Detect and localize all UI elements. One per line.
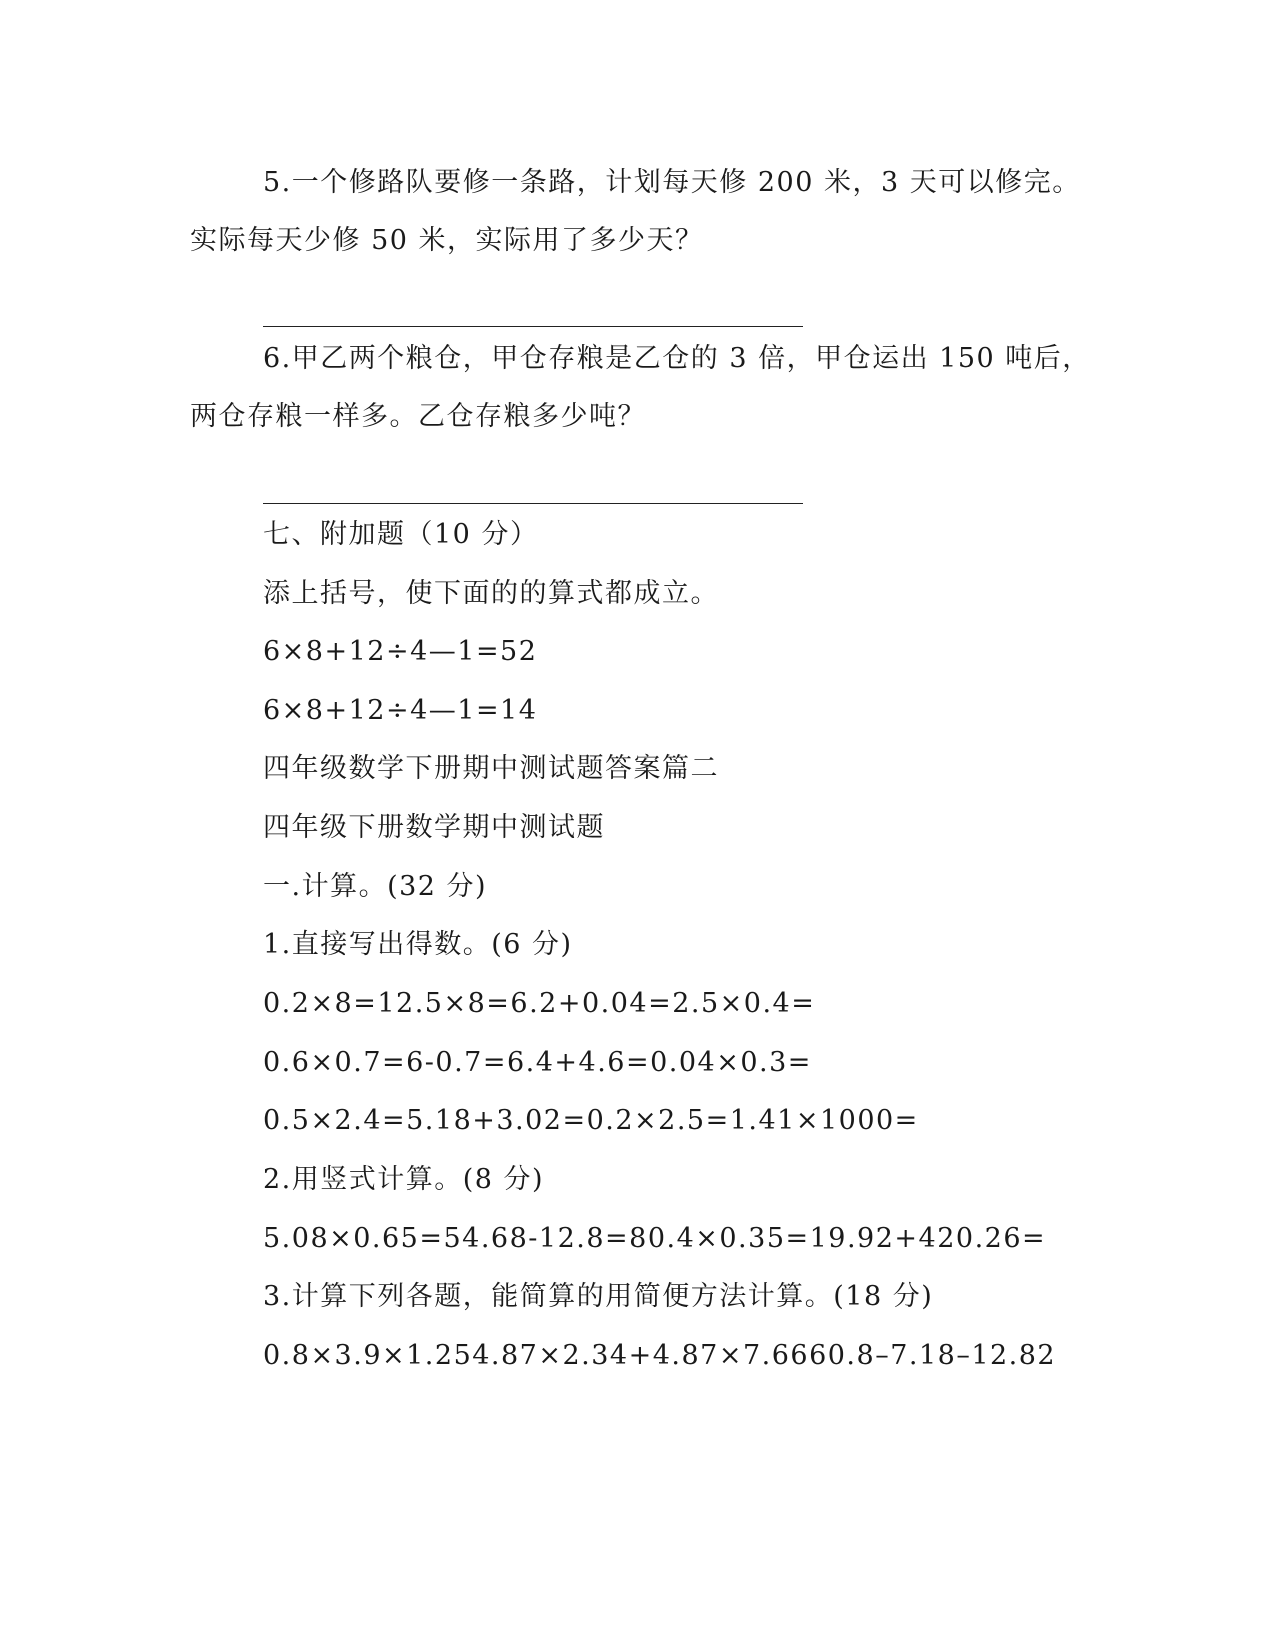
problem-6-line-2: 两仓存粮一样多。乙仓存粮多少吨？ (190, 401, 646, 432)
equation-1: 6×8+12÷4—1=52 (263, 636, 538, 667)
section-7-instruction: 添上括号，使下面的的算式都成立。 (263, 578, 719, 609)
question-1-row-2: 0.6×0.7=6-0.7=6.4+4.6=0.04×0.3= (263, 1047, 812, 1078)
part-2-subheading: 四年级下册数学期中测试题 (263, 812, 605, 843)
section-7-title: 七、附加题（10 分） (263, 519, 539, 550)
problem-6-line-1: 6.甲乙两个粮仓，甲仓存粮是乙仓的 3 倍，甲仓运出 150 吨后， (263, 343, 1091, 374)
question-2-row-1: 5.08×0.65=54.68-12.8=80.4×0.35=19.92+420.26= (263, 1223, 1047, 1254)
part-2-heading: 四年级数学下册期中测试题答案篇二 (263, 753, 719, 784)
answer-line-6 (263, 503, 803, 504)
question-2-title: 2.用竖式计算。(8 分) (263, 1164, 545, 1195)
answer-line-5 (263, 326, 803, 327)
problem-5-line-2: 实际每天少修 50 米，实际用了多少天？ (190, 225, 704, 256)
equation-2: 6×8+12÷4—1=14 (263, 695, 538, 726)
question-3-row-1: 0.8×3.9×1.254.87×2.34+4.87×7.6660.8–7.18–12.82 (263, 1340, 1057, 1371)
question-1-title: 1.直接写出得数。(6 分) (263, 929, 573, 960)
question-1-row-1: 0.2×8=12.5×8=6.2+0.04=2.5×0.4= (263, 988, 816, 1019)
question-1-row-3: 0.5×2.4=5.18+3.02=0.2×2.5=1.41×1000= (263, 1105, 919, 1136)
problem-5-line-1: 5.一个修路队要修一条路，计划每天修 200 米，3 天可以修完。 (263, 167, 1081, 198)
question-3-title: 3.计算下列各题，能简算的用简便方法计算。(18 分) (263, 1281, 934, 1312)
section-1-title: 一.计算。(32 分) (263, 871, 488, 902)
